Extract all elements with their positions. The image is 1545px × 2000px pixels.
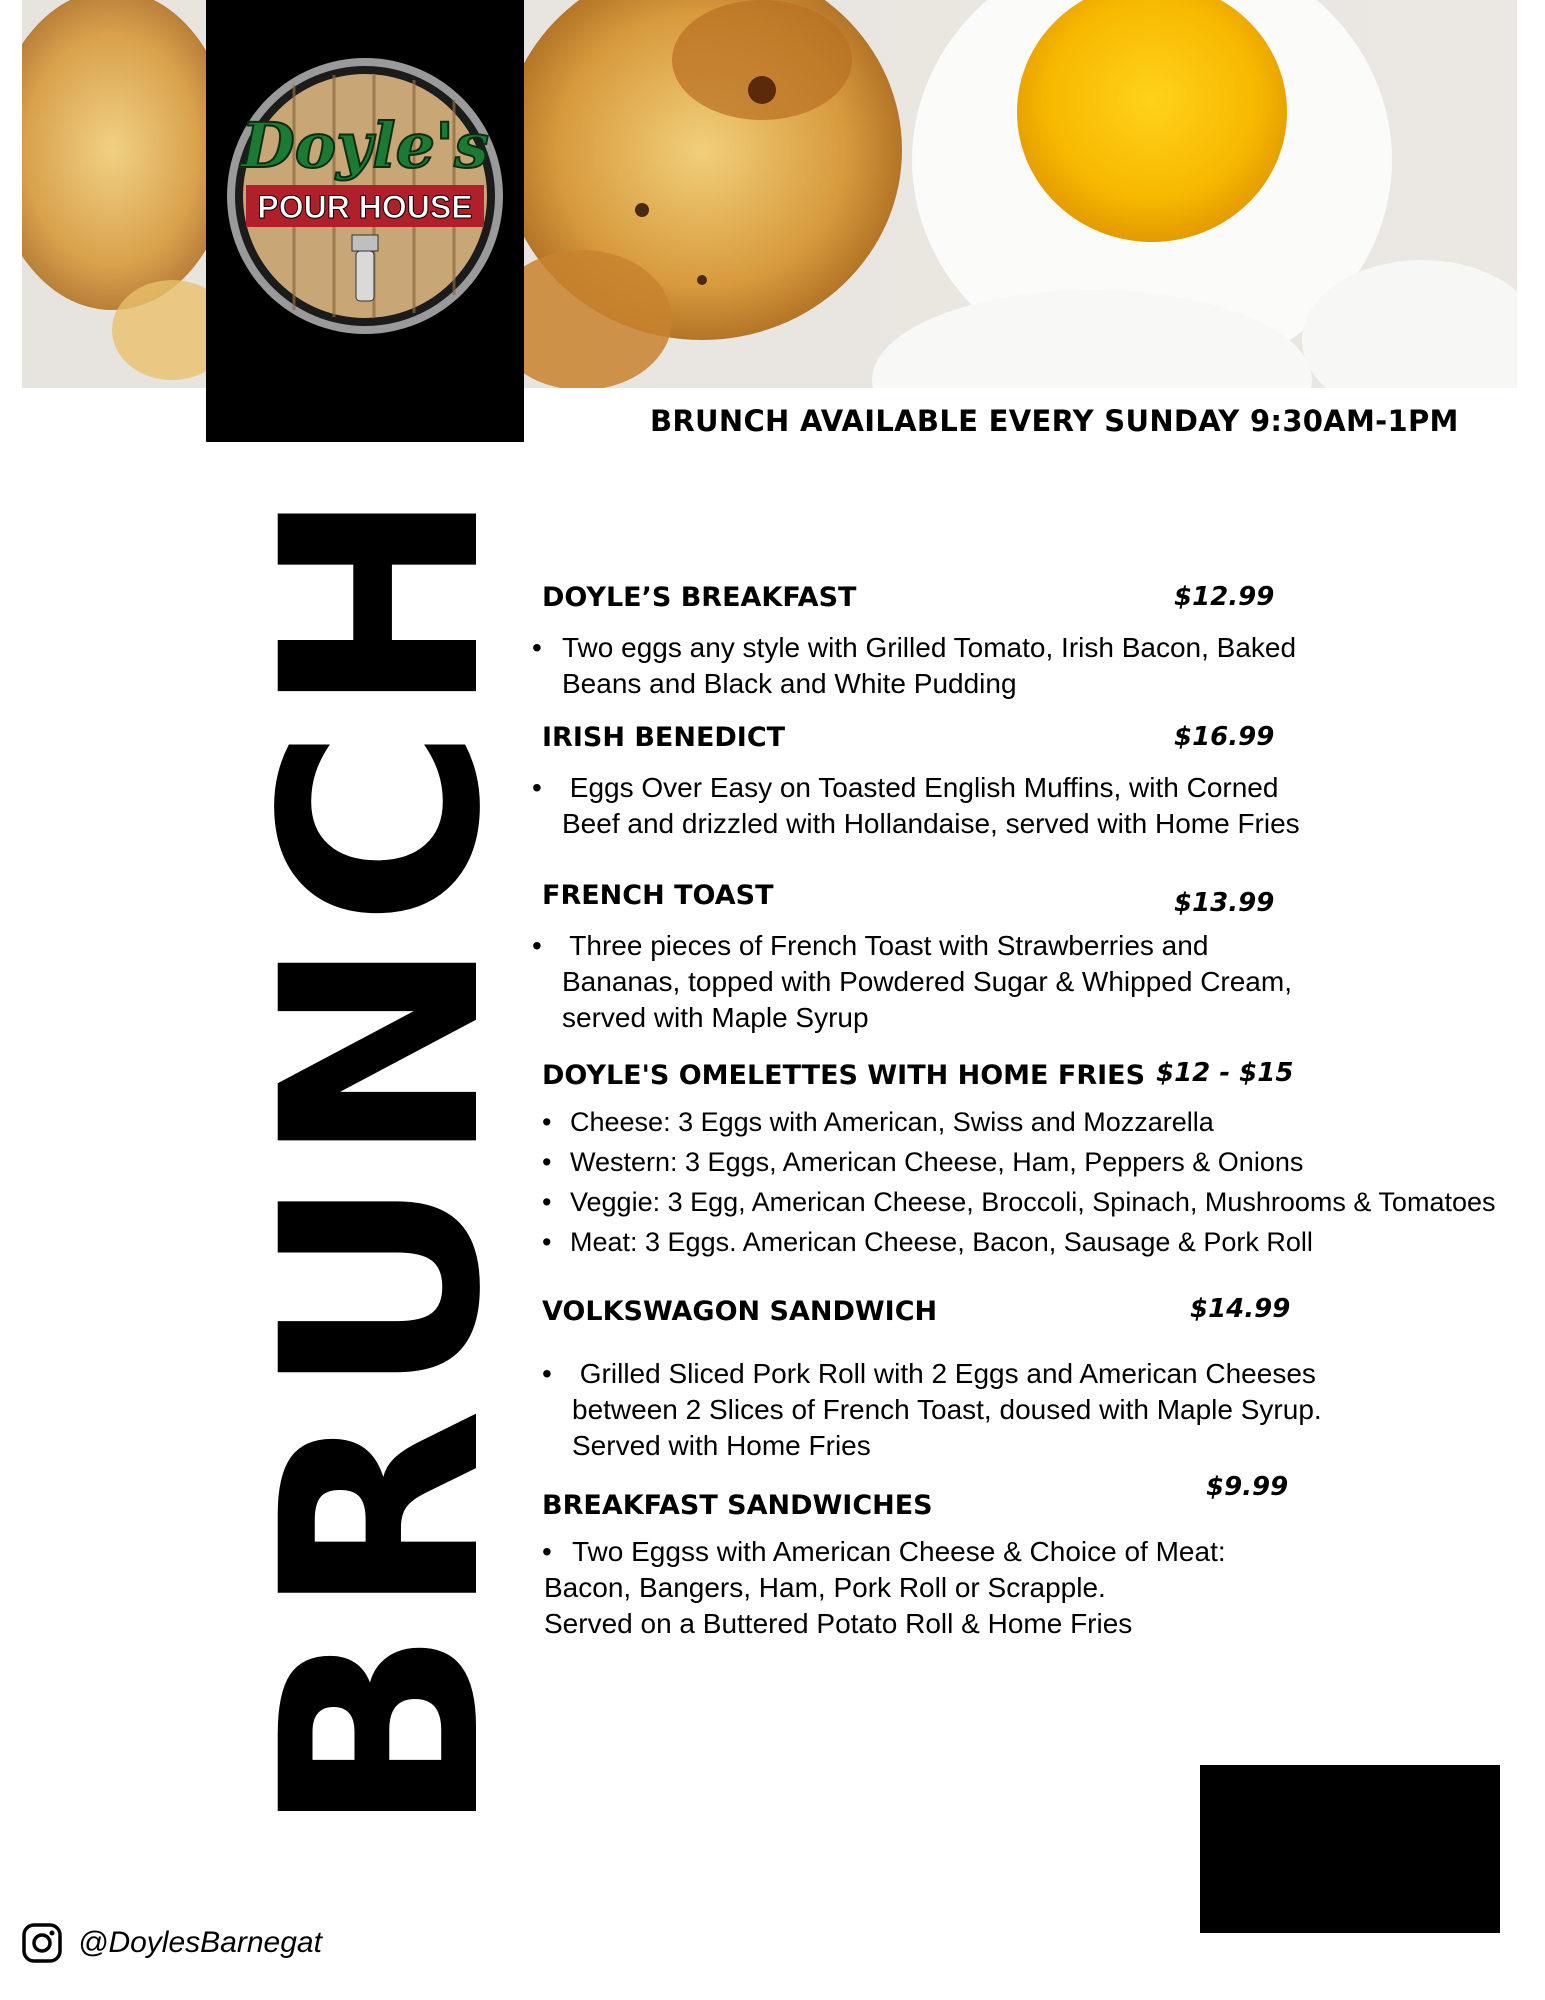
description-line: • Two eggs any style with Grilled Tomato, Irish Bacon, Baked	[562, 632, 1297, 663]
item-description	[542, 630, 1296, 702]
omelette-option: • Cheese: 3 Eggs with American, Swiss and Mozzarella	[542, 1102, 1496, 1142]
item-price: $14.99	[1190, 1294, 1291, 1324]
description-line: • Three pieces of French Toast with Strawberries and	[562, 930, 1209, 961]
item-price: $13.99	[1174, 888, 1275, 918]
item-description	[542, 1534, 1226, 1642]
omelette-option: • Veggie: 3 Egg, American Cheese, Broccoli, Spinach, Mushrooms & Tomatoes	[542, 1182, 1496, 1222]
brunch-hours: BRUNCH AVAILABLE EVERY SUNDAY 9:30AM-1PM	[650, 404, 1459, 438]
instagram-icon	[22, 1923, 62, 1963]
description-bullet	[542, 1356, 1322, 1464]
decorative-black-box	[1200, 1765, 1500, 1933]
logo-panel	[206, 0, 524, 442]
side-title: BRUNCH	[225, 477, 541, 1836]
instagram-link[interactable]	[22, 1923, 322, 1963]
logo-brand-bottom: POUR HOUSE	[257, 189, 473, 225]
item-name: IRISH BENEDICT	[542, 722, 786, 753]
description-bullet	[542, 770, 1300, 842]
description-line: Beans and Black and White Pudding	[562, 668, 1017, 699]
item-description	[542, 928, 1292, 1036]
description-bullet	[542, 1534, 1226, 1642]
item-description	[542, 1356, 1322, 1464]
item-price: $16.99	[1174, 722, 1275, 752]
item-price: $12 - $15	[1156, 1058, 1294, 1088]
omelette-option: • Western: 3 Eggs, American Cheese, Ham, Peppers & Onions	[542, 1142, 1496, 1182]
description-line: • Grilled Sliced Pork Roll with 2 Eggs and American Cheeses	[572, 1358, 1316, 1389]
doyles-pour-house-logo	[224, 55, 506, 337]
description-line: Bananas, topped with Powdered Sugar & Whipped Cream,	[562, 966, 1292, 997]
description-line: Served on a Buttered Potato Roll & Home Fries	[544, 1608, 1133, 1639]
description-line: • Two Eggss with American Cheese & Choice of Meat:	[572, 1536, 1226, 1567]
description-line: Beef and drizzled with Hollandaise, served with Home Fries	[562, 808, 1300, 839]
instagram-handle: @DoylesBarnegat	[78, 1926, 322, 1959]
item-price: $12.99	[1174, 582, 1275, 612]
item-name: DOYLE'S OMELETTES WITH HOME FRIES	[542, 1060, 1146, 1091]
item-name: BREAKFAST SANDWICHES	[542, 1490, 933, 1521]
item-price: $9.99	[1206, 1472, 1289, 1502]
description-line: Bacon, Bangers, Ham, Pork Roll or Scrapple.	[544, 1572, 1106, 1603]
item-description	[542, 770, 1300, 842]
omelette-options	[542, 1102, 1496, 1262]
description-line: • Eggs Over Easy on Toasted English Muffins, with Corned	[562, 772, 1279, 803]
description-line: between 2 Slices of French Toast, doused with Maple Syrup.	[572, 1394, 1322, 1425]
item-name: VOLKSWAGON SANDWICH	[542, 1296, 938, 1327]
description-line: served with Maple Syrup	[562, 1002, 869, 1033]
item-name: DOYLE’S BREAKFAST	[542, 582, 857, 613]
description-line: Served with Home Fries	[572, 1430, 871, 1461]
item-name: FRENCH TOAST	[542, 880, 774, 911]
omelette-option: • Meat: 3 Eggs. American Cheese, Bacon, Sausage & Pork Roll	[542, 1222, 1496, 1262]
logo-brand-top: Doyle's	[240, 109, 490, 182]
description-bullet	[542, 630, 1296, 702]
description-bullet	[542, 928, 1292, 1036]
